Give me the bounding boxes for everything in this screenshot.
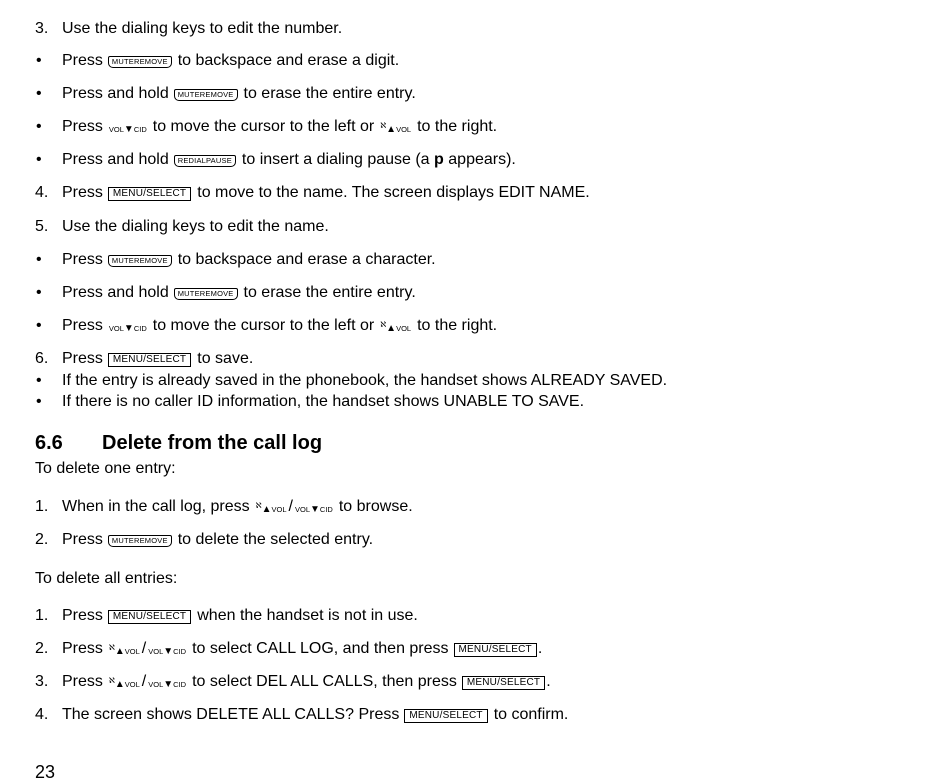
section-number: 6.6 [35, 432, 63, 454]
text: to backspace and erase a digit. [177, 52, 400, 69]
down-arrow-icon: ▼ [123, 124, 134, 135]
text: appears). [448, 151, 516, 168]
cid-down-key-icon [109, 324, 147, 333]
menu-select-key-icon [108, 353, 191, 367]
vol-up-key-icon [255, 501, 287, 515]
step-number: 2. [35, 531, 49, 548]
key-label: REMOVE [133, 57, 168, 66]
key-label: MUTE [111, 536, 134, 545]
section-heading [35, 432, 322, 455]
menu-select-key-icon [108, 187, 191, 201]
key-label: VOL [396, 125, 412, 134]
text: when the handset is not in use. [197, 607, 418, 624]
key-label: VOL [108, 324, 124, 333]
cid-down-key-icon [295, 505, 333, 514]
text: to move the cursor to the left or [152, 118, 375, 135]
text: to move the cursor to the left or [152, 317, 375, 334]
mute-remove-key-icon [108, 255, 172, 267]
down-arrow-icon: ▼ [123, 323, 134, 334]
step-number: 3. [35, 20, 49, 37]
text: to save. [197, 350, 254, 367]
ringer-icon: ℵ [380, 320, 387, 329]
text: to backspace and erase a character. [177, 251, 436, 268]
bullet-mark: • [36, 85, 42, 102]
key-label: MUTE [177, 90, 200, 99]
bullet-text: If there is no caller ID information, the handset shows UNABLE TO SAVE. [62, 393, 585, 410]
step-number: 4. [35, 706, 49, 723]
text: to browse. [338, 498, 413, 515]
text: Press [62, 640, 103, 657]
up-arrow-icon: ▲ [386, 124, 397, 135]
key-label: VOL [124, 647, 140, 656]
step-number: 2. [35, 640, 49, 657]
step-number: 5. [35, 218, 49, 235]
text: Press [62, 317, 103, 334]
key-label: MENU/ [466, 677, 501, 688]
text: Press [62, 350, 103, 367]
slash: / [288, 498, 293, 515]
bullet-mark: • [36, 52, 42, 69]
step-number: 6. [35, 350, 49, 367]
bullet-mark: • [36, 393, 42, 410]
text: Press [62, 184, 103, 201]
page-number: 23 [35, 762, 56, 782]
ringer-icon: ℵ [108, 643, 115, 652]
vol-up-key-icon [380, 121, 412, 135]
step-number: 1. [35, 607, 49, 624]
key-label: REMOVE [199, 289, 234, 298]
step-number: 3. [35, 673, 49, 690]
text: Press [62, 251, 103, 268]
text: to erase the entire entry. [243, 284, 416, 301]
text: . [546, 673, 551, 690]
menu-select-key-icon [404, 709, 487, 723]
key-label: MUTE [111, 256, 134, 265]
key-label: VOL [148, 647, 164, 656]
key-label: MUTE [111, 57, 134, 66]
ringer-icon: ℵ [108, 676, 115, 685]
key-label: SELECT [146, 354, 187, 365]
bold-p: p [434, 151, 444, 168]
key-label: MUTE [177, 289, 200, 298]
key-label: MENU/ [458, 644, 492, 655]
key-label: PAUSE [206, 156, 232, 165]
mute-remove-key-icon [108, 535, 172, 547]
cid-down-key-icon [148, 647, 186, 656]
text: to select DEL ALL CALLS, then press [192, 673, 457, 690]
step-number: 1. [35, 498, 49, 515]
key-label: MENU/ [112, 354, 147, 365]
bullet-mark: • [36, 372, 42, 389]
key-label: CID [133, 324, 147, 333]
ringer-icon: ℵ [380, 121, 387, 130]
key-label: CID [173, 647, 187, 656]
bullet-mark: • [36, 251, 42, 268]
key-label: REMOVE [199, 90, 234, 99]
mute-remove-key-icon [174, 288, 238, 300]
text: . [537, 640, 543, 657]
text: Press [62, 607, 103, 624]
key-label: REMOVE [133, 536, 168, 545]
bullet-text: If the entry is already saved in the phonebook, the handset shows ALREADY SAVED. [62, 372, 668, 389]
vol-up-key-icon [380, 320, 412, 334]
vol-up-key-icon [108, 676, 140, 690]
key-label: MENU/ [112, 611, 147, 622]
text: Press [62, 52, 103, 69]
slash: / [141, 673, 147, 690]
text: Press and hold [62, 85, 169, 102]
section-title: Delete from the call log [102, 432, 323, 454]
intro-delete-all: To delete all entries: [35, 570, 178, 587]
text: When in the call log, press [62, 498, 250, 515]
intro-delete-one: To delete one entry: [35, 460, 176, 477]
key-label: VOL [148, 680, 164, 689]
key-label: MENU/ [112, 188, 147, 199]
text: Press [62, 531, 103, 548]
text: The screen shows DELETE ALL CALLS? Press [62, 706, 400, 723]
text: to erase the entire entry. [243, 85, 416, 102]
down-arrow-icon: ▼ [163, 679, 174, 690]
key-label: VOL [108, 125, 124, 134]
bullet-mark: • [36, 317, 42, 334]
cid-down-key-icon [109, 125, 147, 134]
up-arrow-icon: ▲ [261, 504, 272, 515]
key-label: SELECT [146, 188, 187, 199]
key-label: SELECT [146, 611, 187, 622]
up-arrow-icon: ▲ [114, 646, 125, 657]
key-label: VOL [271, 505, 287, 514]
step-text: Use the dialing keys to edit the number. [62, 20, 343, 37]
key-label: CID [133, 125, 147, 134]
text: Press [62, 673, 103, 690]
slash: / [141, 640, 147, 657]
redial-pause-key-icon [174, 155, 236, 167]
up-arrow-icon: ▲ [114, 679, 125, 690]
bullet-mark: • [36, 284, 42, 301]
key-label: SELECT [442, 710, 483, 721]
text: to confirm. [493, 706, 569, 723]
text: to insert a dialing pause (a [241, 151, 430, 168]
menu-select-key-icon [462, 676, 545, 690]
bullet-mark: • [36, 151, 42, 168]
text: to select CALL LOG, and then press [192, 640, 449, 657]
down-arrow-icon: ▼ [163, 646, 174, 657]
text: Press and hold [62, 284, 169, 301]
text: to delete the selected entry. [177, 531, 374, 548]
mute-remove-key-icon [174, 89, 238, 101]
cid-down-key-icon [148, 680, 186, 689]
menu-select-key-icon [108, 610, 191, 624]
text: to the right. [417, 317, 498, 334]
text: Press and hold [62, 151, 169, 168]
text: to move to the name. The screen displays EDIT NAME. [197, 184, 590, 201]
key-label: CID [319, 505, 333, 514]
vol-up-key-icon [108, 643, 140, 657]
key-label: SELECT [500, 677, 541, 688]
ringer-icon: ℵ [255, 501, 262, 510]
key-label: REMOVE [133, 256, 168, 265]
menu-select-key-icon [454, 643, 537, 657]
key-label: CID [173, 680, 187, 689]
key-label: MENU/ [409, 710, 443, 721]
step-number: 4. [35, 184, 49, 201]
key-label: VOL [295, 505, 311, 514]
key-label: VOL [396, 324, 412, 333]
text: to the right. [417, 118, 498, 135]
text: Press [62, 118, 103, 135]
down-arrow-icon: ▼ [310, 504, 320, 515]
key-label: REDIAL [177, 156, 207, 165]
key-label: VOL [124, 680, 140, 689]
key-label: SELECT [491, 644, 532, 655]
up-arrow-icon: ▲ [386, 323, 397, 334]
bullet-mark: • [36, 118, 42, 135]
mute-remove-key-icon [108, 56, 172, 68]
step-text: Use the dialing keys to edit the name. [62, 218, 329, 235]
